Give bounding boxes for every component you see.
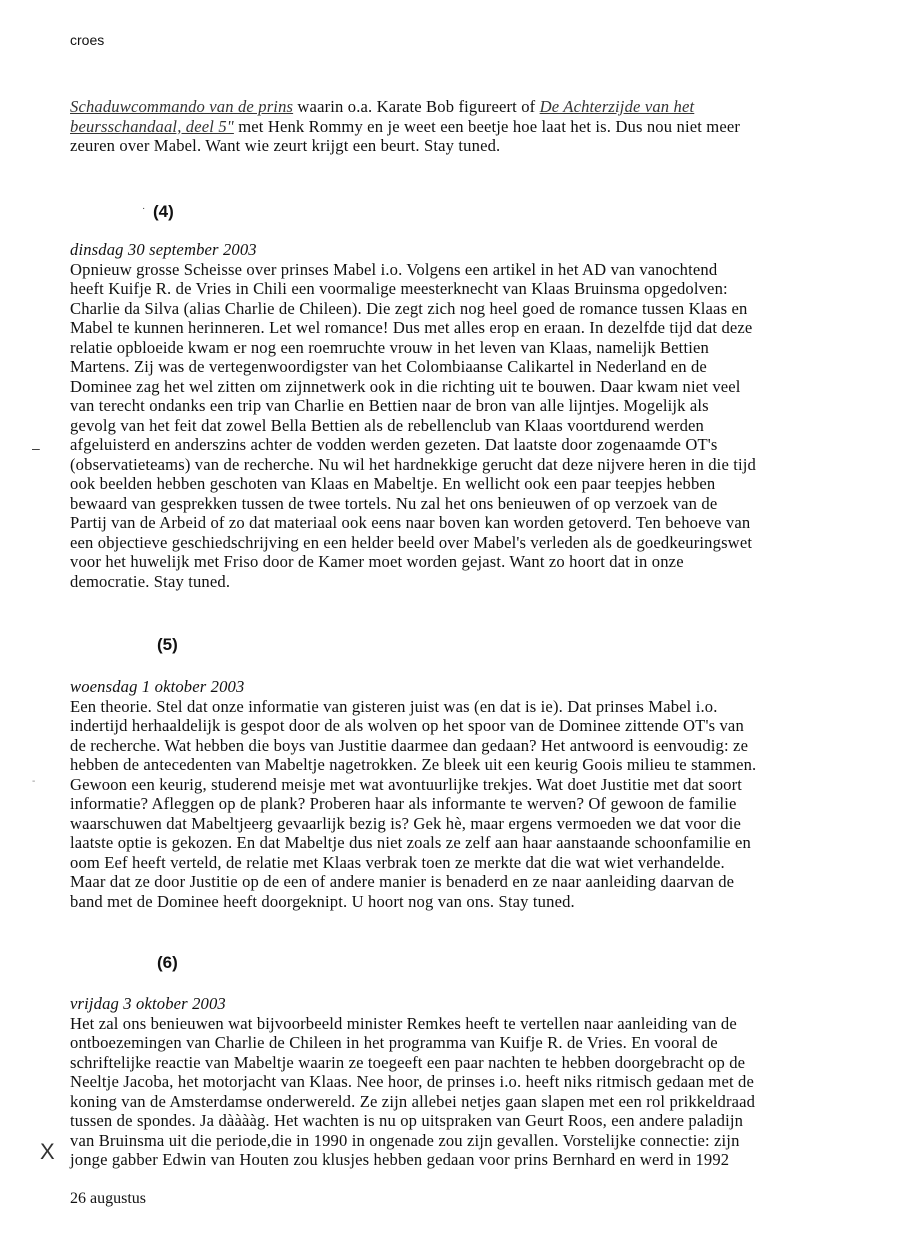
body-line: de recherche. Wat hebben die boys van Justitie daarmee dan gedaan? Het antwoord is eenvoudig: ze bbox=[70, 735, 749, 755]
body-line: Maar dat ze door Justitie op de een of andere manier is benaderd en ze naar aanleiding daarvan de bbox=[70, 872, 735, 891]
body-line: koning van de Amsterdamse onderwereld. Ze zijn allebei netjes gaan slapen met een rol prikkeldraad bbox=[70, 1091, 756, 1111]
body-line: heeft Kuifje R. de Vries in Chili een voormalige meesterknecht van Klaas Bruinsma opgedolven: bbox=[70, 279, 728, 298]
body-line: gevolg van het feit dat zowel Bella Bettien als de rebellenclub van Klaas voortdurend werden bbox=[70, 415, 704, 435]
body-line: waarschuwen dat Mabeltjeerg gevaarlijk bezig is? Gek hè, maar ergens vermoeden we dat voor die bbox=[70, 813, 741, 833]
body-line: van Bruinsma uit die periode,die in 1990 in ongenade zou zijn gevallen. Vorstelijke connectie: zijn bbox=[70, 1130, 740, 1150]
section-6 bbox=[70, 994, 830, 1170]
body-line: indertijd herhaaldelijk is gespot door de als wolven op het spoor van de Dominee zittende OT's van bbox=[70, 716, 744, 735]
intro-text: waarin o.a. Karate Bob figureert of bbox=[293, 97, 540, 116]
margin-dash-mark: – bbox=[32, 440, 40, 456]
body-line: relatie opbloeide kwam er nog een roemruchte vrouw in het leven van Klaas, namelijk Bettien bbox=[70, 337, 709, 357]
body-line: voor het huwelijk met Friso door de Kamer moet worden gejast. Want zo hoort dat in onze bbox=[70, 552, 684, 571]
intro-line: zeuren over Mabel. Want wie zeurt krijgt een beurt. Stay tuned. bbox=[70, 136, 501, 155]
body-line: ook beelden hebben geschoten van Klaas en Mabeltje. En wellicht ook een paar teepjes hebben bbox=[70, 474, 716, 493]
body-line: Neeltje Jacoba, het motorjacht van Klaas. Nee hoor, de prinses i.o. heeft niks ritmisch gedaan met de bbox=[70, 1072, 755, 1091]
entry-body bbox=[70, 697, 830, 912]
intro-text: met Henk Rommy en je weet een beetje hoe laat het is. Dus nou niet meer bbox=[233, 116, 741, 136]
section-5 bbox=[70, 677, 830, 911]
body-line: ontboezemingen van Charlie de Chileen in het programma van Kuifje R. de Vries. En vooral de bbox=[70, 1033, 718, 1052]
body-line: bewaard van gesprekken tussen de twee tortels. Nu zal het ons benieuwen of op verzoek van de bbox=[70, 493, 718, 513]
body-line: Dominee zag het wel zitten om zijnnetwerk ook in die richting uit te bouwen. Daar kwam niet veel bbox=[70, 376, 741, 396]
body-line: band met de Dominee heeft doorgeknipt. U hoort nog van ons. Stay tuned. bbox=[70, 891, 575, 911]
body-line: afgeluisterd en anderszins achter de vodden werden gezeten. Dat laatste door zogenaamde OT's bbox=[70, 435, 718, 454]
body-line: schriftelijke reactie van Mabeltje waarin ze toegeeft een paar nachten te hebben doorgebracht op de bbox=[70, 1052, 746, 1072]
body-line: Een theorie. Stel dat onze informatie van gisteren juist was (en dat is ie). Dat prinses Mabel i.o. bbox=[70, 696, 718, 716]
body-line: een objectieve geschiedschrijving en een helder beeld over Mabel's verleden als de goedkeuringswet bbox=[70, 532, 753, 552]
section-4 bbox=[70, 240, 830, 591]
section-heading: (5) bbox=[157, 635, 178, 654]
section-heading: (6) bbox=[157, 953, 178, 972]
body-line: Martens. Zij was de vertegenwoordigster van het Colombiaanse Calikartel in Nederland en de bbox=[70, 357, 707, 376]
body-line: informatie? Afleggen op de plank? Proberen haar als informante te werven? Of gewoon de familie bbox=[70, 794, 737, 813]
entry-body bbox=[70, 260, 830, 592]
body-line: Het zal ons benieuwen wat bijvoorbeeld minister Remkes heeft te vertellen naar aanleiding van de bbox=[70, 1013, 737, 1033]
entry-body bbox=[70, 1014, 830, 1170]
body-line: hebben de antecedenten van Mabeltje nagetrokken. Ze bleek uit een keurig Goois milieu te stammen. bbox=[70, 755, 757, 774]
margin-tick-mark: - bbox=[32, 776, 36, 787]
body-line: Charlie da Silva (alias Charlie de Chileen). Die zegt zich nog heel goed de romance tussen Klaas en bbox=[70, 298, 748, 318]
intro-paragraph bbox=[70, 97, 830, 156]
intro-line bbox=[70, 117, 830, 137]
body-line: Opnieuw grosse Scheisse over prinses Mabel i.o. Volgens een artikel in het AD van vanochtend bbox=[70, 259, 718, 279]
title-link-achterzijde: De Achterzijde van het bbox=[539, 97, 695, 116]
body-line: oom Eef heeft verteld, de relatie met Klaas verbrak toen ze merkte dat die wat wiet verhandelde. bbox=[70, 852, 725, 872]
body-line: Gewoon een keurig, studerend meisje met wat avontuurlijke trekjes. Wat doet Justitie met dat soort bbox=[70, 774, 743, 794]
body-line: Partij van de Arbeid of zo dat materiaal ook eens naar boven kan worden getoverd. Ten behoeve van bbox=[70, 513, 751, 532]
stray-dot: · bbox=[142, 203, 146, 214]
entry-date: dinsdag 30 september 2003 bbox=[70, 240, 257, 259]
body-line: laatste optie is gekozen. En dat Mabeltje dus niet zoals ze zelf aan haar aanstaande schoonfamilie en bbox=[70, 833, 751, 852]
body-line: jonge gabber Edwin van Houten zou klusjes hebben gedaan voor prins Bernhard en werd in 1992 bbox=[70, 1150, 730, 1169]
entry-date: woensdag 1 oktober 2003 bbox=[70, 677, 245, 696]
margin-cross-mark: X bbox=[40, 1139, 55, 1164]
page-footer: 26 augustus bbox=[70, 1190, 146, 1207]
body-line: Mabel te kunnen herinneren. Let wel romance! Dus met alles erop en eraan. In dezelfde tijd dat deze bbox=[70, 318, 753, 337]
intro-line bbox=[70, 97, 830, 117]
section-heading: (4) bbox=[153, 202, 174, 221]
body-line: van terecht ondanks een trip van Charlie en Bettien naar de bron van alle lijntjes. Mogelijk als bbox=[70, 396, 709, 415]
body-line: (observatieteams) van de recherche. Nu wil het hardnekkige gerucht dat deze nijvere heren in die tijd bbox=[70, 454, 756, 474]
page-header-name: croes bbox=[70, 32, 105, 48]
body-line: tussen de spondes. Ja dààààg. Het wachten is nu op uitspraken van Geurt Roos, een andere paladijn bbox=[70, 1111, 744, 1130]
title-link-achterzijde-cont: beursschandaal, deel 5" bbox=[70, 116, 234, 136]
entry-date: vrijdag 3 oktober 2003 bbox=[70, 994, 226, 1013]
title-link-schaduwcommando: Schaduwcommando van de prins bbox=[70, 97, 294, 116]
body-line: democratie. Stay tuned. bbox=[70, 571, 231, 591]
